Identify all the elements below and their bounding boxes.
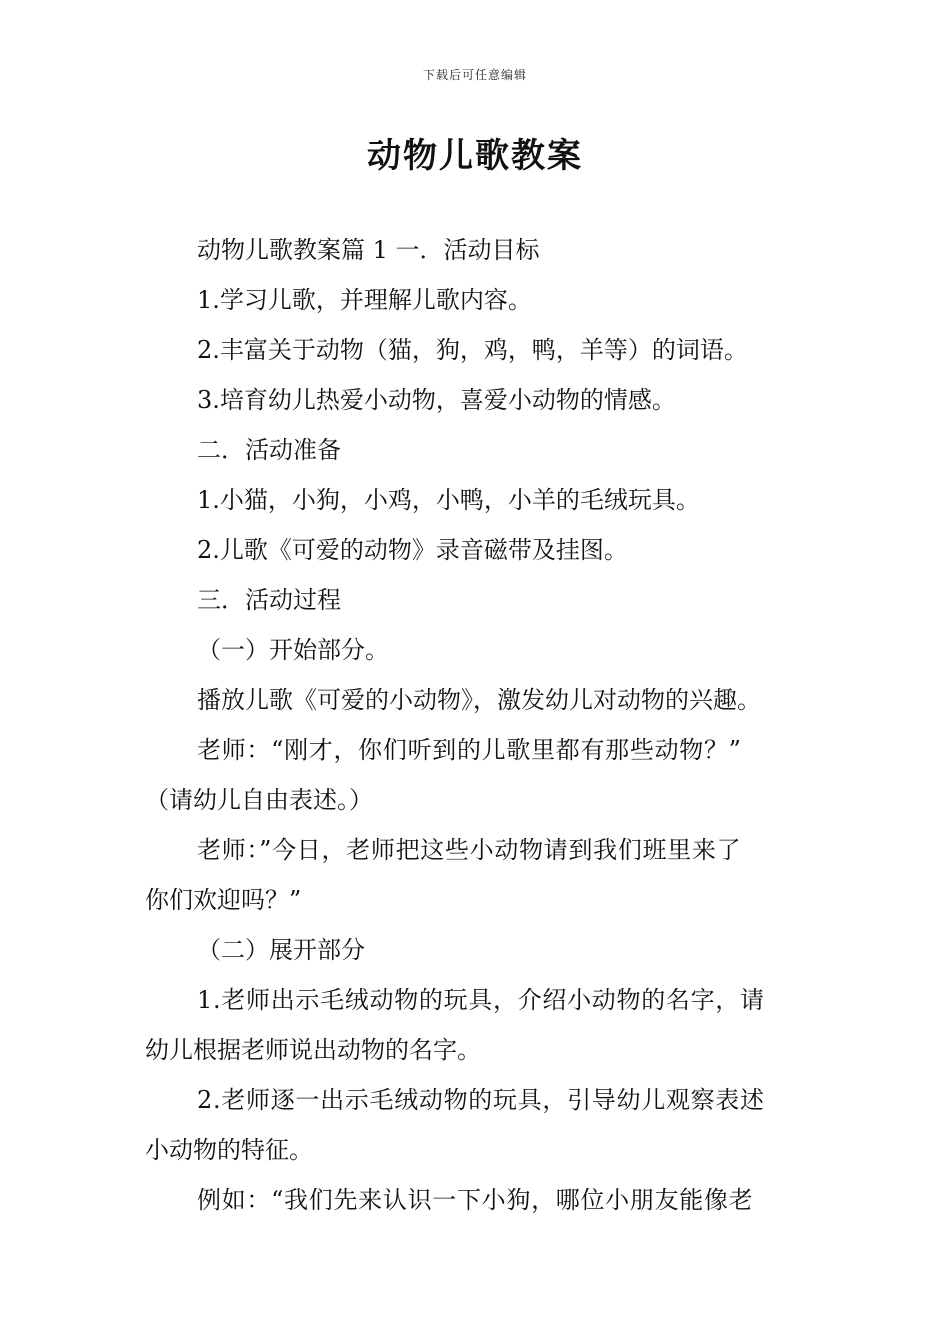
paragraph-line: 播放儿歌《可爱的小动物》，激发幼儿对动物的兴趣。 — [197, 686, 761, 714]
paragraph-line: 老师：“刚才，你们听到的儿歌里都有那些动物？” — [197, 736, 742, 764]
paragraph-line: 例如：“我们先来认识一下小狗，哪位小朋友能像老 — [197, 1186, 754, 1214]
paragraph-line: 1.小猫，小狗，小鸡，小鸭，小羊的毛绒玩具。 — [197, 486, 700, 514]
paragraph-line: （二）展开部分 — [197, 936, 365, 964]
paragraph-line: （一）开始部分。 — [197, 636, 389, 664]
paragraph-line: 1.学习儿歌，并理解儿歌内容。 — [197, 286, 532, 314]
paragraph-line: 三．活动过程 — [197, 586, 341, 614]
paragraph-line: 2.丰富关于动物（猫，狗，鸡，鸭，羊等）的词语。 — [197, 336, 748, 364]
paragraph-line: 动物儿歌教案篇 1 一．活动目标 — [197, 236, 540, 264]
document-body — [145, 225, 807, 1225]
paragraph-line: 二．活动准备 — [197, 436, 341, 464]
paragraph-line: 你们欢迎吗？” — [145, 886, 302, 914]
document-title: 动物儿歌教案 — [367, 136, 583, 176]
paragraph-line: 幼儿根据老师说出动物的名字。 — [145, 1036, 481, 1064]
paragraph-line: 老师：”今日，老师把这些小动物请到我们班里来了 — [197, 836, 742, 864]
paragraph-line: 2.儿歌《可爱的动物》录音磁带及挂图。 — [197, 536, 628, 564]
paragraph-line: 3.培育幼儿热爱小动物，喜爱小动物的情感。 — [197, 386, 676, 414]
paragraph-line: 小动物的特征。 — [145, 1136, 313, 1164]
paragraph-line: 1.老师出示毛绒动物的玩具，介绍小动物的名字，请 — [197, 986, 765, 1014]
header-note: 下载后可任意编辑 — [422, 68, 527, 82]
paragraph-line: （请幼儿自由表述。） — [145, 786, 373, 814]
paragraph-line: 2.老师逐一出示毛绒动物的玩具，引导幼儿观察表述 — [197, 1086, 765, 1114]
